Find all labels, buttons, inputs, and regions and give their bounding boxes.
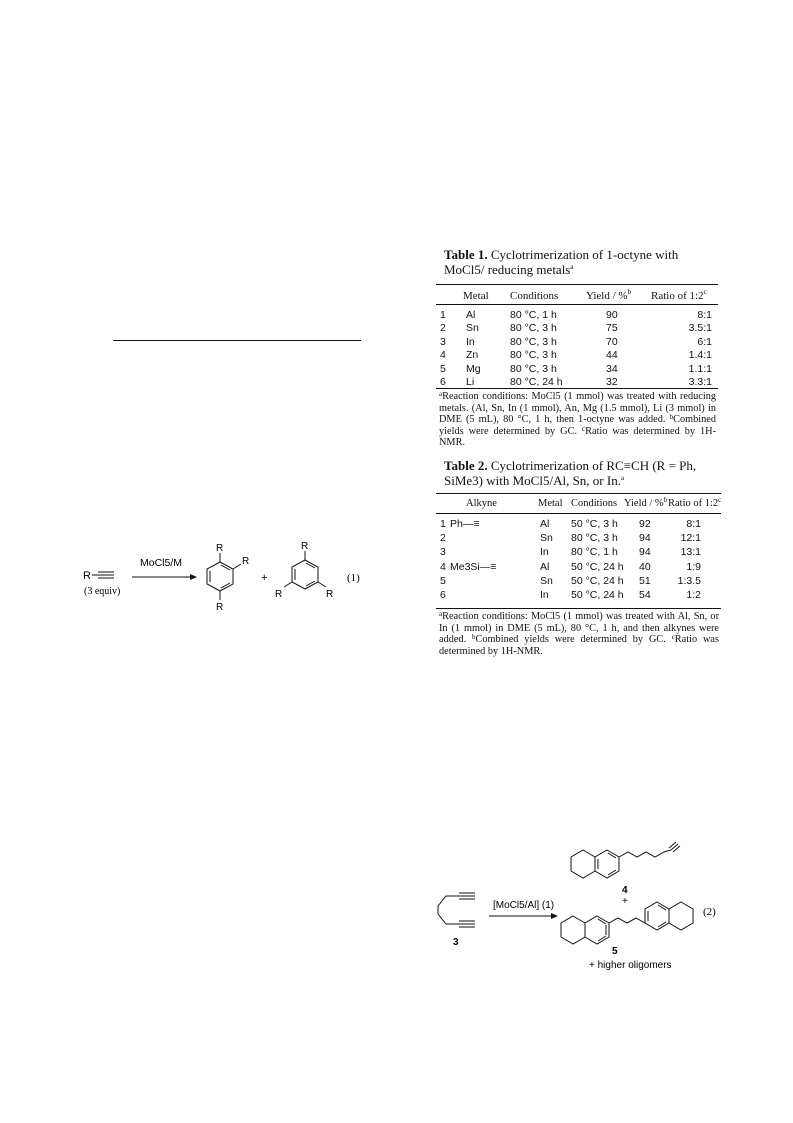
table1-cell-conditions: 80 °C, 3 h (510, 322, 557, 335)
scheme2-product-5 (561, 902, 693, 944)
table1-row (436, 322, 718, 336)
scheme2-label-3: 3 (453, 937, 459, 948)
scheme1-eq-number: (1) (347, 572, 360, 584)
table2-cell-entry: 2 (440, 532, 446, 545)
table2-cell-conditions: 50 °C, 24 h (571, 560, 624, 573)
table1-header-yield: Yield / %$^b$ (586, 288, 632, 302)
table1-row (436, 363, 718, 377)
scheme1-reagent-r: R (83, 570, 91, 582)
table1-cell-metal: Sn (466, 322, 479, 335)
table1-cell-entry: 6 (440, 376, 446, 388)
table1-cell-metal: In (466, 335, 475, 348)
table2-cell-metal: Sn (540, 574, 553, 587)
scheme2-conditions: [MoCl5/Al] (1) (493, 900, 555, 911)
table2-row (436, 532, 721, 546)
table2-row (436, 589, 721, 603)
scheme2-label-5: 5 (612, 946, 618, 957)
table2-header-yield: Yield / %$^b$ (624, 496, 668, 509)
table1-cell-entry: 1 (440, 309, 446, 321)
table2-title: Cyclotrimerization of RC≡CH (R = Ph, SiMe3) with MoCl5/Al, Sn, or In. (444, 458, 697, 488)
table2-cell-metal: In (540, 546, 549, 559)
table2-cell-yield: 54 (639, 589, 651, 601)
scheme1-product-2 (284, 551, 326, 589)
table1-cell-conditions: 80 °C, 3 h (510, 335, 557, 348)
table2-cell-ratio: 1:9 (686, 560, 701, 573)
table1-cell-ratio: 6:1 (697, 335, 712, 348)
scheme1-p1-r-top: R (216, 543, 224, 554)
scheme1-p1-r-right: R (242, 556, 250, 567)
table2-cell-conditions: 80 °C, 1 h (571, 546, 618, 559)
scheme1-p2-r-top: R (301, 541, 309, 552)
table2-cell-conditions: 50 °C, 24 h (571, 589, 624, 601)
table1-header (436, 290, 718, 304)
scheme1-reaction (70, 525, 400, 630)
table2-footnote-c: Ratio was determined by 1H-NMR. (439, 634, 719, 657)
table1-cell-yield: 70 (606, 335, 618, 348)
table1-cell-conditions: 80 °C, 3 h (510, 362, 557, 375)
scheme2-label-4: 4 (622, 885, 628, 896)
table2-header-metal: Metal (538, 498, 563, 509)
table2-header-conditions: Conditions (571, 498, 618, 509)
table1-cell-yield: 32 (606, 376, 618, 388)
scheme2-oligomers: + higher oligomers (589, 960, 672, 971)
scheme2-substrate-3 (438, 893, 475, 927)
table2-label: Table 2. (444, 458, 488, 473)
table1-header-conditions: Conditions (510, 290, 559, 302)
table1-cell-metal: Zn (466, 349, 479, 362)
table2-cell-conditions: 50 °C, 24 h (571, 574, 624, 587)
table1-bottom-rule (436, 388, 718, 389)
table1-cell-metal: Mg (466, 362, 481, 375)
scheme1-conditions: MoCl5/M (140, 557, 183, 569)
scheme1-product-1 (207, 553, 241, 600)
table2-row (436, 546, 721, 560)
table1-cell-conditions: 80 °C, 1 h (510, 309, 557, 321)
table1-row (436, 336, 718, 350)
table1-header-rule (436, 304, 718, 305)
table1-caption (444, 247, 712, 277)
table2-cell-entry: 4 (440, 560, 446, 573)
scheme1-p2-r-right: R (326, 589, 334, 600)
table1-cell-ratio: 8:1 (697, 309, 712, 321)
table2-cell-ratio: 8:1 (686, 518, 701, 530)
table1-footnote-a: Reaction conditions: MoCl5 (1 mmol) was treated with reducing metals. (Al, Sn, In (1 mmol), An, Mg (1.5 mmol), Li (3 mmol) in DME (5 mL), 80 °C, 1 h, then 1-octyne was added. (439, 391, 716, 425)
table1-footnote-b: Combined yields were determined by GC. (439, 414, 716, 437)
scheme2-reaction (415, 840, 745, 985)
table2-footnotes: $^a$Reaction conditions: MoCl5 (1 mmol) was treated with Al, Sn, or In (1 mmol) in DME (5 mL), 80 °C, 1 h, and then alkynes were added. $^b$Combined yields were determined by GC. $^c$Ratio was determined by 1H-NMR. (439, 610, 719, 657)
table1-cell-metal: Al (466, 309, 476, 321)
table1-cell-yield: 75 (606, 322, 618, 335)
scheme2-eq-number: (2) (703, 906, 716, 918)
table1-header-metal: Metal (463, 290, 489, 302)
table2-cell-metal: Sn (540, 532, 553, 545)
table2-header-alkyne: Alkyne (466, 498, 497, 509)
scheme1-equiv: (3 equiv) (84, 586, 121, 597)
table1-cell-ratio: 1.4:1 (688, 349, 712, 362)
table2-cell-entry: 1 (440, 518, 446, 530)
scheme2-product-4 (571, 842, 680, 878)
table1-title-sup: a (570, 263, 574, 271)
scheme1-triple-bond (98, 572, 114, 578)
table2-cell-yield: 51 (639, 574, 651, 587)
table1-row (436, 309, 718, 323)
table2-title-sup: a (620, 474, 625, 482)
table2-row (436, 518, 721, 532)
table2-footnote-b: Combined yields were determined by GC. (475, 634, 666, 645)
table2-cell-entry: 5 (440, 574, 446, 587)
table2-cell-ratio: 13:1 (680, 546, 701, 559)
table1-title: Cyclotrimerization of 1-octyne with MoCl5/ reducing metals (444, 247, 679, 277)
table2-cell-entry: 3 (440, 546, 446, 559)
table2-cell-metal: Al (540, 518, 550, 530)
scheme1-p1-r-bottom: R (216, 602, 224, 613)
table2-row (436, 575, 721, 589)
table2-top-rule (436, 493, 721, 494)
scheme2-plus: + (622, 896, 628, 907)
table2-cell-ratio: 1:3.5 (677, 574, 701, 587)
table2-cell-conditions: 80 °C, 3 h (571, 532, 618, 545)
table1-cell-entry: 4 (440, 349, 446, 362)
table1-row (436, 349, 718, 363)
table1-header-ratio: Ratio of 1:2$^c$ (651, 288, 707, 302)
table2-header (436, 498, 721, 512)
table2-cell-entry: 6 (440, 589, 446, 601)
table2-footnote-a: Reaction conditions: MoCl5 (1 mmol) was treated with Al, Sn, or In (1 mmol) in DME (5 mL), 80 °C, 1 h, and then alkynes were added. (439, 611, 719, 645)
table2-caption (444, 458, 720, 488)
table2-cell-yield: 40 (639, 560, 651, 573)
table1-cell-ratio: 3.5:1 (688, 322, 712, 335)
scheme1-plus: + (261, 572, 268, 584)
table2-cell-metal: Al (540, 560, 550, 573)
table1-cell-yield: 90 (606, 309, 618, 321)
table1-cell-ratio: 1.1:1 (688, 362, 712, 375)
table1-cell-conditions: 80 °C, 24 h (510, 376, 563, 388)
table1-cell-entry: 2 (440, 322, 446, 335)
table2-cell-metal: In (540, 589, 549, 601)
table1-cell-yield: 34 (606, 362, 618, 375)
table1-cell-metal: Li (466, 376, 475, 388)
table1-cell-yield: 44 (606, 349, 618, 362)
column-divider-rule (113, 340, 361, 341)
table2-cell-ratio: 1:2 (686, 589, 701, 601)
table2-cell-ratio: 12:1 (680, 532, 701, 545)
table2-header-rule (436, 513, 721, 514)
table1-label: Table 1. (444, 247, 488, 262)
table2-cell-yield: 94 (639, 546, 651, 559)
table1-footnotes: $^a$Reaction conditions: MoCl5 (1 mmol) was treated with reducing metals. (Al, Sn, In (1 mmol), An, Mg (1.5 mmol), Li (3 mmol) in DME (5 mL), 80 °C, 1 h, then 1-octyne was added. $^b$Combined yields were determined by GC. $^c$Ratio was determined by 1H-NMR. (439, 390, 717, 448)
table2-cell-conditions: 50 °C, 3 h (571, 518, 618, 530)
table2-cell-yield: 92 (639, 518, 651, 530)
table2-cell-alkyne: Me3Si—≡ (450, 560, 497, 573)
table2-row (436, 561, 721, 575)
table1-cell-entry: 3 (440, 335, 446, 348)
table2-bottom-rule (436, 608, 721, 609)
table1-cell-entry: 5 (440, 362, 446, 375)
table2-cell-alkyne: Ph—≡ (450, 518, 480, 530)
table2-cell-yield: 94 (639, 532, 651, 545)
table1-cell-ratio: 3.3:1 (688, 376, 712, 388)
scheme1-p2-r-left: R (275, 589, 283, 600)
table1-top-rule (436, 284, 718, 285)
table2-header-ratio: Ratio of 1:2$^c$ (668, 496, 722, 509)
table1-footnote-c: Ratio was determined by 1H-NMR. (439, 425, 717, 448)
table1-cell-conditions: 80 °C, 3 h (510, 349, 557, 362)
